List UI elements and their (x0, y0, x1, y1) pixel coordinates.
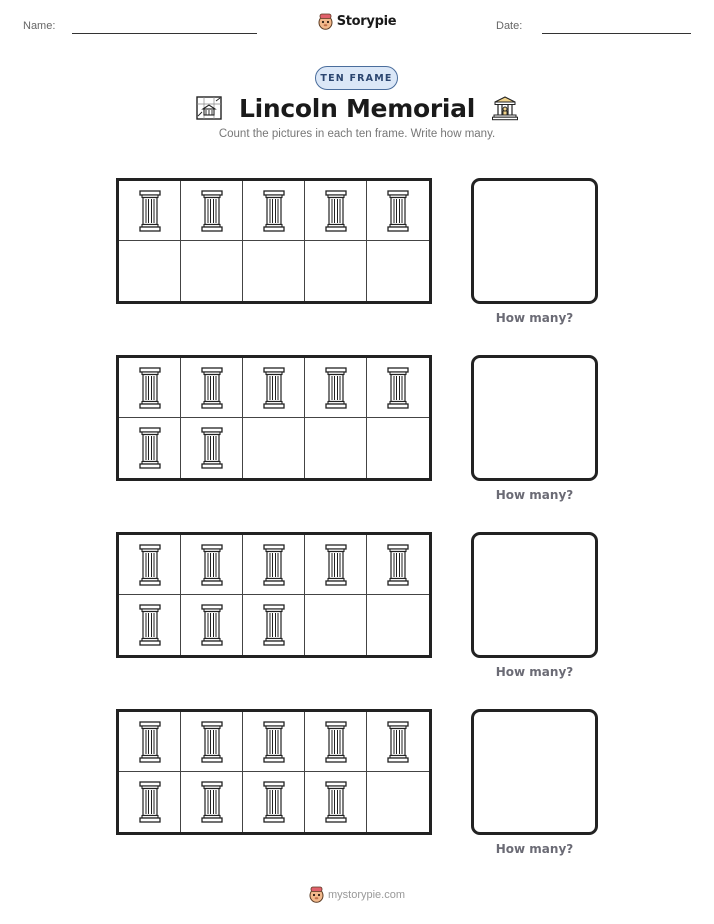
storypie-mascot-icon (318, 13, 333, 30)
how-many-label: How many? (495, 842, 574, 856)
ten-frame-cell-empty (305, 418, 367, 478)
how-many-label: How many? (495, 311, 574, 325)
column-pillar-icon (139, 366, 161, 410)
column-pillar-icon (387, 366, 409, 410)
ten-frame-cell-filled (367, 181, 429, 241)
ten-frame-cell-filled (305, 712, 367, 772)
column-pillar-icon (201, 189, 223, 233)
ten-frame-cell-filled (119, 181, 181, 241)
page-title: Lincoln Memorial (239, 93, 475, 123)
ten-frame-cell-filled (119, 535, 181, 595)
ten-frame-cell-empty (305, 241, 367, 301)
lincoln-memorial-icon (491, 94, 519, 122)
ten-frame-cell-filled (243, 535, 305, 595)
ten-frame-cell-filled (305, 535, 367, 595)
column-pillar-icon (201, 426, 223, 470)
ten-frame (116, 355, 432, 481)
ten-frame-cell-filled (181, 772, 243, 832)
ten-frame-cell-empty (305, 595, 367, 655)
memorial-map-icon (195, 94, 223, 122)
column-pillar-icon (325, 720, 347, 764)
column-pillar-icon (139, 189, 161, 233)
how-many-label: How many? (495, 488, 574, 502)
ten-frame-cell-empty (367, 418, 429, 478)
ten-frame-cell-filled (367, 358, 429, 418)
ten-frame-cell-filled (181, 358, 243, 418)
column-pillar-icon (325, 543, 347, 587)
ten-frame-cell-filled (367, 535, 429, 595)
column-pillar-icon (387, 720, 409, 764)
ten-frame-cell-empty (367, 595, 429, 655)
footer (0, 886, 714, 903)
ten-frame-cell-filled (305, 772, 367, 832)
column-pillar-icon (263, 189, 285, 233)
column-pillar-icon (387, 189, 409, 233)
storypie-mascot-icon (309, 886, 324, 903)
column-pillar-icon (325, 366, 347, 410)
instructions: Count the pictures in each ten frame. Write how many. (218, 128, 496, 140)
column-pillar-icon (263, 603, 285, 647)
ten-frame-cell-empty (181, 241, 243, 301)
ten-frame-cell-empty (243, 418, 305, 478)
column-pillar-icon (139, 426, 161, 470)
column-pillar-icon (139, 543, 161, 587)
column-pillar-icon (263, 543, 285, 587)
title-row (0, 90, 714, 126)
answer-box[interactable] (471, 532, 598, 658)
column-pillar-icon (139, 720, 161, 764)
ten-frame-cell-filled (305, 181, 367, 241)
ten-frame-cell-filled (181, 418, 243, 478)
answer-box[interactable] (471, 355, 598, 481)
column-pillar-icon (325, 780, 347, 824)
date-line (542, 33, 691, 34)
ten-frame-cell-filled (243, 712, 305, 772)
ten-frame (116, 532, 432, 658)
ten-frame-cell-filled (243, 358, 305, 418)
column-pillar-icon (201, 543, 223, 587)
ten-frame-cell-filled (181, 181, 243, 241)
answer-box[interactable] (471, 178, 598, 304)
ten-frame-cell-filled (119, 358, 181, 418)
column-pillar-icon (201, 780, 223, 824)
ten-frame-cell-empty (119, 241, 181, 301)
column-pillar-icon (201, 366, 223, 410)
column-pillar-icon (263, 366, 285, 410)
column-pillar-icon (201, 720, 223, 764)
ten-frame-cell-filled (243, 772, 305, 832)
brand (0, 13, 714, 30)
ten-frame-cell-filled (181, 595, 243, 655)
ten-frame-cell-filled (243, 595, 305, 655)
name-line (72, 33, 257, 34)
ten-frame-cell-filled (119, 595, 181, 655)
ten-frame (116, 178, 432, 304)
answer-box[interactable] (471, 709, 598, 835)
ten-frame-cell-empty (367, 772, 429, 832)
column-pillar-icon (139, 603, 161, 647)
name-label: Name: (23, 20, 56, 32)
date-label: Date: (496, 20, 523, 32)
column-pillar-icon (387, 543, 409, 587)
ten-frame-cell-filled (119, 418, 181, 478)
ten-frame-cell-empty (243, 241, 305, 301)
column-pillar-icon (201, 603, 223, 647)
ten-frame-cell-filled (181, 712, 243, 772)
column-pillar-icon (263, 720, 285, 764)
footer-url: mystorypie.com (327, 888, 406, 901)
ten-frame-cell-filled (119, 712, 181, 772)
how-many-label: How many? (495, 665, 574, 679)
column-pillar-icon (263, 780, 285, 824)
ten-frame-cell-filled (181, 535, 243, 595)
column-pillar-icon (325, 189, 347, 233)
ten-frame-cell-empty (367, 241, 429, 301)
ten-frame-cell-filled (243, 181, 305, 241)
ten-frame-cell-filled (367, 712, 429, 772)
ten-frame-badge: TEN FRAME (315, 66, 398, 90)
column-pillar-icon (139, 780, 161, 824)
ten-frame-cell-filled (305, 358, 367, 418)
ten-frame (116, 709, 432, 835)
ten-frame-cell-filled (119, 772, 181, 832)
brand-name: Storypie (336, 14, 397, 29)
